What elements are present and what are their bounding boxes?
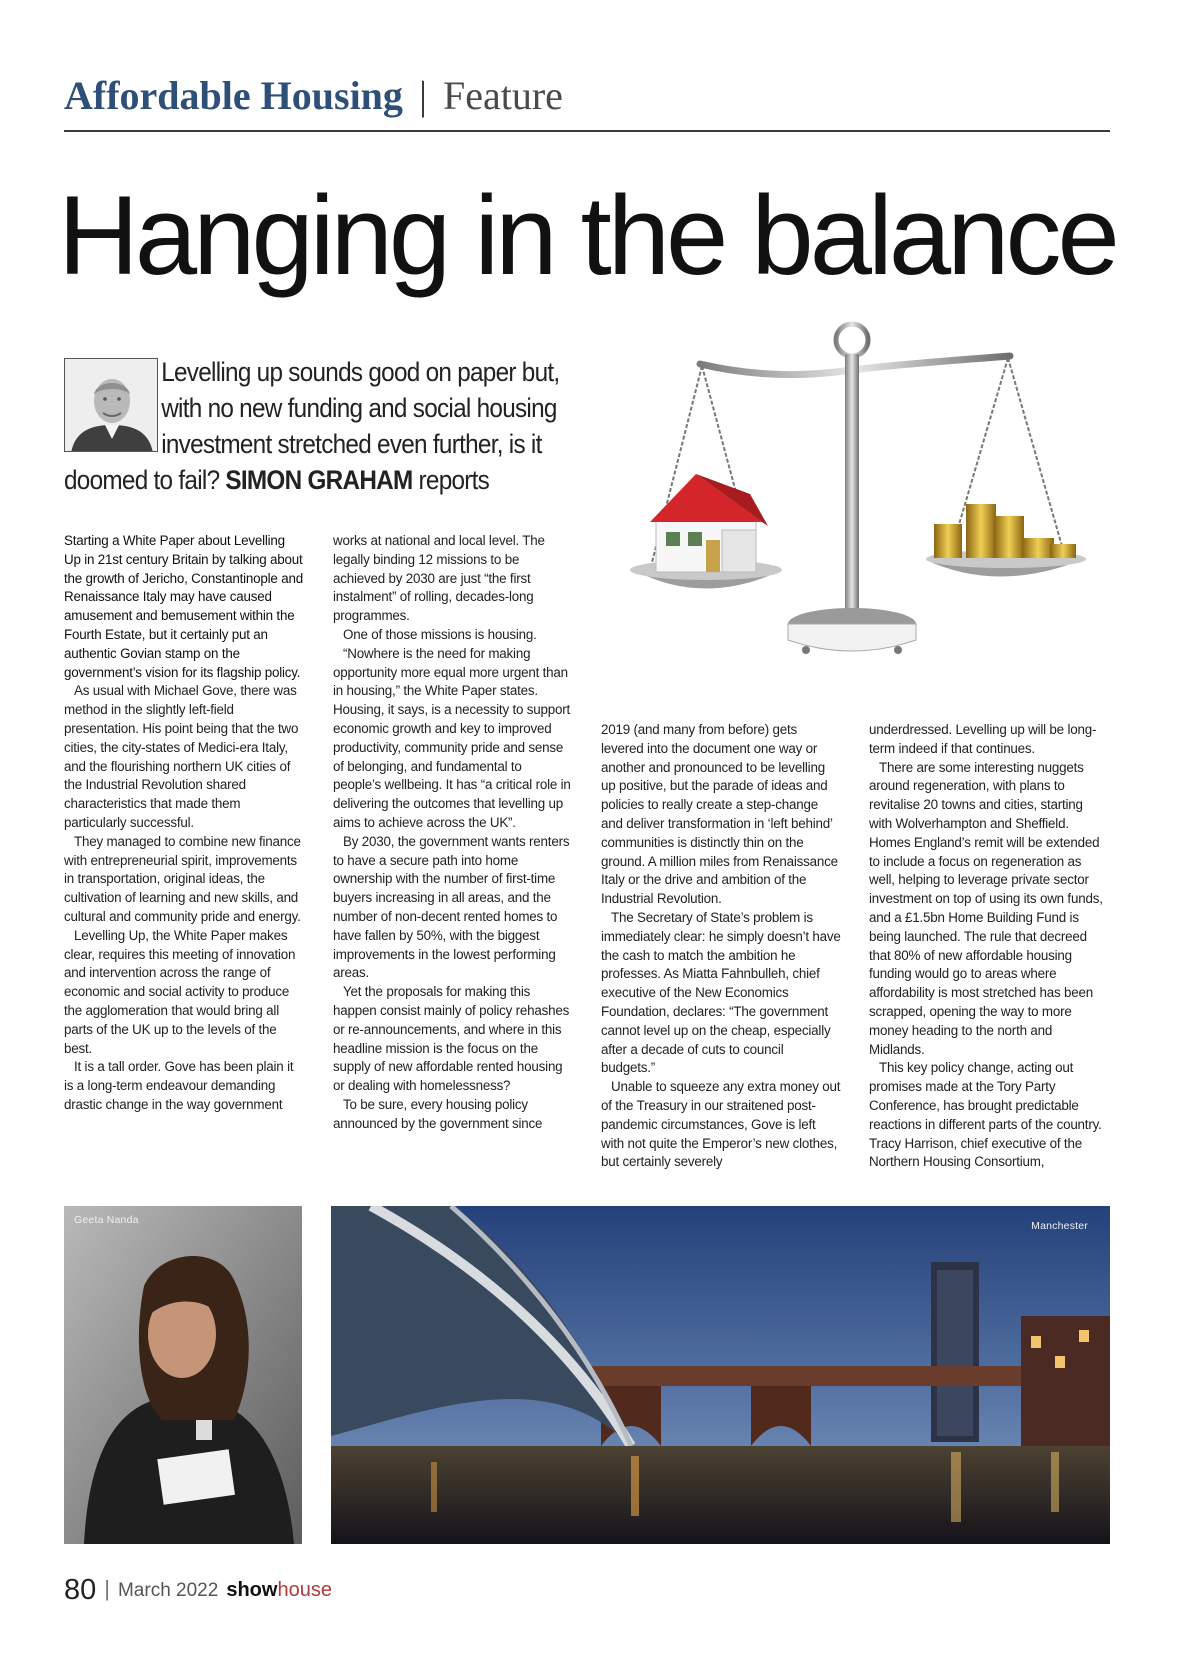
article-headline: Hanging in the balance xyxy=(58,173,1116,298)
photo-caption-right: Manchester xyxy=(1031,1220,1088,1232)
section-category: Feature xyxy=(442,73,563,118)
standfirst-text: doomed to fail? xyxy=(64,465,226,495)
standfirst xyxy=(64,354,560,498)
body-paragraph: Starting a White Paper about Levelling Up in 21st century Britain by talking about the growth of Jericho, Constantinople and Renaissance Italy may have caused amusement and bemusement within the Fourth Estate, but it certainly put an authentic Govian stamp on the government’s vision for its flagship policy. xyxy=(64,533,303,680)
body-paragraph: underdressed. Levelling up will be long-term indeed if that continues. xyxy=(869,722,1097,756)
magazine-logo-house: house xyxy=(277,1579,332,1601)
standfirst-last-line xyxy=(64,462,550,498)
standfirst-line: investment stretched even further, is it xyxy=(161,429,542,459)
speaker-photo-image xyxy=(64,1206,302,1544)
footer-separator: | xyxy=(104,1576,110,1601)
body-paragraph: One of those missions is housing. xyxy=(343,626,537,642)
page-footer xyxy=(64,1574,332,1614)
photo-manchester xyxy=(331,1206,1110,1544)
body-paragraph: They managed to combine new finance with entrepreneurial spirit, improvements in transportation, original ideas, the cultivation of learning and new skills, and cultural and community pride and energy. xyxy=(64,833,301,924)
body-paragraph: It is a tall order. Gove has been plain it is a long-term endeavour demanding drastic change in the way government xyxy=(64,1059,294,1112)
section-header xyxy=(64,66,1110,126)
header-rule xyxy=(64,130,1110,132)
scales-illustration xyxy=(630,318,1130,698)
section-name: Affordable Housing xyxy=(64,73,403,118)
standfirst-line: with no new funding and social housing xyxy=(161,393,557,423)
body-column-4 xyxy=(869,721,1109,1172)
body-paragraph: 2019 (and many from before) gets levered into the document one way or another and pronounced to be levelling up positive, but the parade of ideas and policies to really create a step-change and deliver transformation in ‘left behind’ communities is distinctly thin on the ground. A million miles from Renaissance Italy or the drive and ambition of the Industrial Revolution. xyxy=(601,722,838,907)
photo-geeta-nanda xyxy=(64,1206,302,1544)
manchester-night-photo-image xyxy=(331,1206,1110,1544)
body-column-1 xyxy=(64,532,304,1115)
body-paragraph: There are some interesting nuggets around regeneration, with plans to revitalise 20 towns and cities, starting with Wolverhampton and Sheffield. Homes England’s remit will be extended to include a focus on regeneration as well, helping to leverage private sector investment on top of using its own funds, and a £1.5bn Home Building Fund is being launched. The rule that decreed that 80% of new affordable housing funding would go to areas where affordability is most stretched has been scrapped, opening the way to more money heading to the north and Midlands. xyxy=(869,759,1103,1057)
body-paragraph: works at national and local level. The legally binding 12 missions to be achieved by 2030 are just “the first instalment” of rolling, decades-long programmes. xyxy=(333,533,545,624)
magazine-logo-show: show xyxy=(226,1579,278,1601)
photo-caption-left: Geeta Nanda xyxy=(74,1214,139,1226)
body-paragraph: Unable to squeeze any extra money out of the Treasury in our straitened post-pandemic circumstances, Gove is left with not quite the Emperor’s new clothes, but certainly severely xyxy=(601,1079,841,1170)
body-paragraph: “Nowhere is the need for making opportunity more equal more urgent than in housing,” the White Paper states. Housing, it says, is a necessity to support economic growth and key to improved productivity, community pride and sense of belonging, and fundamental to people’s wellbeing. It has “a critical role in delivering the outcomes that levelling up aims to achieve across the UK”. xyxy=(333,645,571,830)
issue-date: March 2022 xyxy=(117,1580,219,1601)
body-column-2 xyxy=(333,532,573,1134)
standfirst-line: Levelling up sounds good on paper but, xyxy=(161,357,560,387)
body-paragraph: The Secretary of State’s problem is immediately clear: he simply doesn’t have the cash to match the ambition he professes. As Miatta Fahnbulleh, chief executive of the New Economics Foundation, declares: “The government cannot level up on the cheap, especially after a decade of cuts to council budgets.” xyxy=(601,909,841,1076)
body-paragraph: This key policy change, acting out promises made at the Tory Party Conference, has brought predictable reactions in different parts of the country. Tracy Harrison, chief executive of the Northern Housing Consortium, xyxy=(869,1060,1102,1170)
body-paragraph: Yet the proposals for making this happen consist mainly of policy rehashes or re-announcements, and where in this headline mission is the focus on the supply of new affordable rented housing or dealing with homelessness? xyxy=(333,984,570,1094)
header-separator: | xyxy=(418,73,427,118)
page-number: 80 xyxy=(64,1574,97,1606)
body-column-3 xyxy=(601,721,841,1172)
body-paragraph: Levelling Up, the White Paper makes clear, requires this meeting of innovation and intervention across the range of economic and social activity to produce the agglomeration that would bring all parts of the UK up to the levels of the best. xyxy=(64,927,296,1056)
body-paragraph: As usual with Michael Gove, there was method in the slightly left-field presentation. His point being that the two cities, the city-states of Medici-era Italy, and the flourishing northern UK cities of the Industrial Revolution shared characteristics that made them particularly successful. xyxy=(64,683,299,830)
standfirst-text: reports xyxy=(412,465,490,495)
body-paragraph: By 2030, the government wants renters to have a secure path into home ownership with the number of first-time buyers increasing in all areas, and the number of non-decent rented homes to have fallen by 50%, with the biggest improvements in the lowest performing areas. xyxy=(333,833,570,981)
author-byline: SIMON GRAHAM xyxy=(225,465,413,495)
body-paragraph: To be sure, every housing policy announced by the government since xyxy=(333,1096,543,1131)
